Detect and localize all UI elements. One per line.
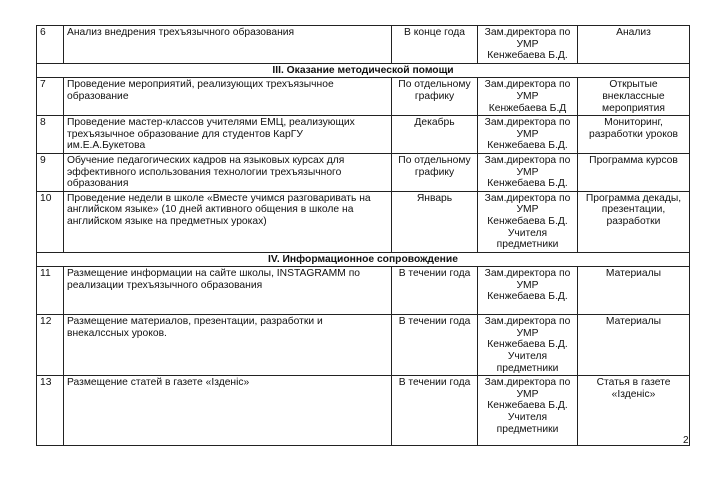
- event-responsible-line: Зам.директора по: [484, 27, 571, 38]
- event-description-line: образования: [67, 178, 129, 190]
- table-row: [37, 26, 690, 64]
- event-description-line: реализации трехъязычного образования: [67, 279, 263, 291]
- event-result: [578, 78, 690, 116]
- event-result: [578, 26, 690, 64]
- event-deadline-line: По отдельному: [398, 79, 471, 91]
- event-description-line: Анализ внедрения трехъязычного образования: [67, 27, 295, 38]
- event-responsible-line: предметники: [496, 423, 559, 435]
- event-responsible-line: УМР: [516, 279, 539, 291]
- event-result: [578, 116, 690, 154]
- event-result: [578, 153, 690, 191]
- event-deadline: [392, 26, 478, 64]
- event-description-line: внекалссных уроков.: [67, 327, 167, 339]
- event-description-line: образование: [67, 90, 129, 102]
- event-result: [578, 267, 690, 315]
- event-description-line: Проведение недели в школе «Вместе учимся разговаривать на: [67, 192, 371, 204]
- event-responsible-line: УМР: [516, 388, 539, 400]
- event-responsible-line: Кенжебаева Б.Д.: [487, 215, 568, 227]
- row-number: 12: [37, 315, 64, 376]
- table-row: [37, 191, 690, 252]
- event-description-line: Проведение мероприятий, реализующих трехъязычное: [67, 79, 334, 91]
- event-responsible: [478, 267, 578, 315]
- event-responsible: [478, 191, 578, 252]
- table-row: [37, 376, 690, 446]
- event-deadline-line: графику: [414, 90, 455, 102]
- event-result-line: мероприятия: [602, 102, 665, 114]
- event-result-line: презентации,: [601, 204, 666, 216]
- event-responsible-line: Кенжебаева Б.Д.: [487, 178, 568, 190]
- event-responsible-line: Зам.директора по: [484, 154, 571, 166]
- event-description-line: английском языке на предметных уроках): [67, 215, 267, 227]
- event-deadline-line: В течении года: [398, 377, 471, 389]
- event-deadline-line: Январь: [416, 192, 453, 204]
- event-responsible: [478, 376, 578, 446]
- event-result-line: Программа курсов: [589, 154, 678, 166]
- plan-table: [36, 25, 690, 446]
- event-result-line: Программа декады,: [585, 192, 682, 204]
- plan-table-body: [37, 26, 690, 446]
- event-description: [64, 376, 392, 446]
- event-responsible-line: УМР: [516, 90, 539, 102]
- event-description-line: им.Е.А.Букетова: [67, 140, 146, 152]
- event-description-line: английском языке» (10 дней активного общения в школе на: [67, 204, 354, 216]
- event-description-line: эффективного использования технологии трехъязычного: [67, 166, 342, 178]
- event-responsible-line: Зам.директора по: [484, 316, 571, 328]
- event-responsible-line: Зам.директора по: [484, 192, 571, 204]
- event-result-line: разработки: [606, 215, 661, 227]
- row-number: 13: [37, 376, 64, 446]
- event-description: [64, 153, 392, 191]
- event-result-line: Анализ: [616, 27, 651, 38]
- event-description: [64, 315, 392, 376]
- event-description-line: Размещение статей в газете «Ізденіс»: [67, 377, 250, 389]
- event-deadline-line: Декабрь: [414, 117, 455, 129]
- event-responsible-line: УМР: [516, 166, 539, 178]
- row-number: 10: [37, 191, 64, 252]
- section-title: III. Оказание методической помощи: [37, 63, 690, 78]
- event-result-line: «Ізденіс»: [611, 388, 656, 400]
- event-result: [578, 315, 690, 376]
- event-deadline-line: В конце года: [404, 27, 465, 38]
- row-number: 6: [37, 26, 64, 64]
- event-responsible-line: Зам.директора по: [484, 377, 571, 389]
- event-result-line: разработки уроков: [588, 128, 679, 140]
- table-row: [37, 267, 690, 315]
- event-deadline-line: По отдельному: [398, 154, 471, 166]
- event-responsible-line: Кенжебаева Б.Д.: [487, 291, 568, 303]
- section-header-row: [37, 252, 690, 267]
- event-deadline: [392, 315, 478, 376]
- event-description: [64, 267, 392, 315]
- event-responsible-line: Зам.директора по: [484, 79, 571, 91]
- event-responsible-line: УМР: [516, 128, 539, 140]
- event-responsible-line: УМР: [516, 327, 539, 339]
- event-responsible-line: Кенжебаева Б.Д.: [487, 400, 568, 412]
- row-number: 7: [37, 78, 64, 116]
- event-description: [64, 191, 392, 252]
- event-description-line: Проведение мастер-классов учителями ЕМЦ, реализующих: [67, 117, 355, 129]
- section-header-row: [37, 63, 690, 78]
- event-result-line: Мониторинг,: [604, 117, 663, 129]
- table-row: [37, 315, 690, 376]
- event-responsible-line: Кенжебаева Б.Д.: [487, 140, 568, 152]
- event-deadline-line: В течении года: [398, 316, 471, 328]
- event-result-line: Материалы: [605, 316, 662, 328]
- event-result-line: Статья в газете: [596, 377, 671, 389]
- event-result: [578, 376, 690, 446]
- event-responsible-line: предметники: [496, 239, 559, 251]
- event-deadline: [392, 153, 478, 191]
- event-result-line: Открытые: [609, 79, 658, 91]
- event-deadline-line: графику: [414, 166, 455, 178]
- event-deadline: [392, 116, 478, 154]
- row-number: 9: [37, 153, 64, 191]
- event-responsible-line: Учителя: [507, 412, 548, 424]
- event-description: [64, 26, 392, 64]
- event-deadline: [392, 376, 478, 446]
- event-description-line: Размещение информации на сайте школы, INSTAGRAMM по: [67, 268, 360, 280]
- event-description-line: Размещение материалов, презентации, разработки и: [67, 316, 323, 328]
- event-description: [64, 116, 392, 154]
- event-result-line: Материалы: [605, 268, 662, 280]
- event-responsible-line: Кенжебаева Б.Д: [488, 102, 567, 114]
- event-description: [64, 78, 392, 116]
- event-result-line: внеклассные: [602, 90, 665, 102]
- page-number: 2: [683, 435, 689, 446]
- section-title: IV. Информационное сопровождение: [37, 252, 690, 267]
- event-description-line: трехъязычное образование для студентов КарГУ: [67, 128, 303, 140]
- event-responsible-line: Учителя: [507, 227, 548, 239]
- event-responsible-line: Учителя: [507, 351, 548, 363]
- event-responsible-line: Зам.директора по: [484, 117, 571, 129]
- table-row: [37, 153, 690, 191]
- row-number: 8: [37, 116, 64, 154]
- event-responsible-line: Кенжебаева Б.Д.: [487, 339, 568, 351]
- event-description-line: Обучение педагогических кадров на языковых курсах для: [67, 154, 345, 166]
- event-responsible: [478, 26, 578, 64]
- row-number: 11: [37, 267, 64, 315]
- event-responsible: [478, 153, 578, 191]
- event-deadline: [392, 267, 478, 315]
- event-responsible-line: Зам.директора по: [484, 268, 571, 280]
- event-responsible: [478, 78, 578, 116]
- event-responsible: [478, 116, 578, 154]
- event-responsible-line: предметники: [496, 362, 559, 374]
- event-deadline-line: В течении года: [398, 268, 471, 280]
- table-row: [37, 78, 690, 116]
- event-result: [578, 191, 690, 252]
- event-responsible-line: Кенжебаева Б.Д.: [487, 50, 568, 62]
- table-row: [37, 116, 690, 154]
- event-deadline: [392, 191, 478, 252]
- event-responsible-line: УМР: [516, 204, 539, 216]
- event-deadline: [392, 78, 478, 116]
- event-responsible: [478, 315, 578, 376]
- event-responsible-line: УМР: [516, 38, 539, 50]
